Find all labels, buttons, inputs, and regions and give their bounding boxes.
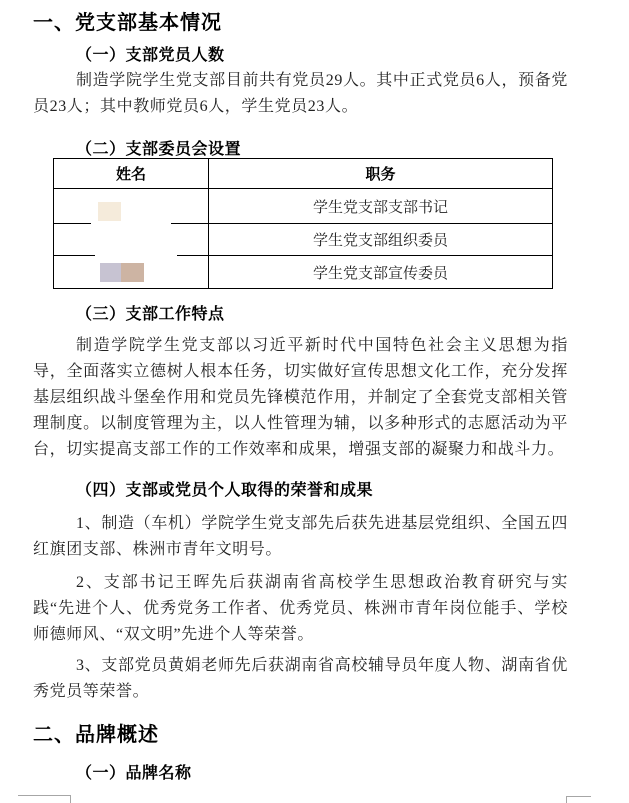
honor-item-3: 3、支部党员黄娟老师先后获湖南省高校辅导员年度人物、湖南省优秀党员等荣誉。	[33, 657, 568, 700]
table-cell-position: 学生党支部宣传委员	[209, 256, 553, 289]
honor-item-2: 2、支部书记王晖先后获湖南省高校学生思想政治教育研究与实践“先进个人、优秀党务工作者、优秀党员、株洲市青年岗位能手、学校师德师风、“双文明”先进个人等荣誉。	[33, 574, 568, 643]
text-boundary-mark-left	[18, 795, 71, 803]
section1-sub1-paragraph: 制造学院学生党支部目前共有党员29人。其中正式党员6人，预备党员23人；其中教师党员6人，学生党员23人。	[33, 72, 568, 115]
committee-table-wrapper	[53, 158, 553, 288]
section1-sub2-heading: （二）支部委员会设置	[76, 141, 242, 158]
name-redaction-block	[121, 263, 144, 282]
section1-sub3-paragraph: 制造学院学生党支部以习近平新时代中国特色社会主义思想为指导，全面落实立德树人根本任务，切实做好宣传思想文化工作，充分发挥基层组织战斗堡垒作用和党员先锋模范作用，并制定了全套党支部相关管理制度。以制度管理为主，以人性管理为辅，以多种形式的志愿活动为平台，切实提高支部工作的工作效率和成果，增强支部的凝聚力和战斗力。	[33, 337, 568, 458]
name-redaction-block	[100, 263, 121, 282]
name-redaction-smudge	[95, 250, 177, 260]
table-header-name: 姓名	[54, 159, 209, 189]
text-boundary-mark-right	[566, 796, 591, 803]
section1-title: 一、党支部基本情况	[33, 12, 222, 34]
table-header-row	[54, 159, 553, 189]
section2-title: 二、品牌概述	[33, 724, 159, 746]
section1-sub4-heading: （四）支部或党员个人取得的荣誉和成果	[76, 482, 374, 499]
table-header-position: 职务	[209, 159, 553, 189]
honor-item-1: 1、制造（车机）学院学生党支部先后获先进基层党组织、全国五四红旗团支部、株洲市青年文明号。	[33, 515, 568, 558]
section1-sub3-heading: （三）支部工作特点	[76, 306, 225, 323]
section1-sub1-heading: （一）支部党员人数	[76, 47, 225, 64]
table-cell-position: 学生党支部组织委员	[209, 224, 553, 256]
table-cell-position: 学生党支部支部书记	[209, 189, 553, 224]
section2-sub1-heading: （一）品牌名称	[76, 765, 192, 782]
name-redaction-block	[98, 202, 121, 221]
